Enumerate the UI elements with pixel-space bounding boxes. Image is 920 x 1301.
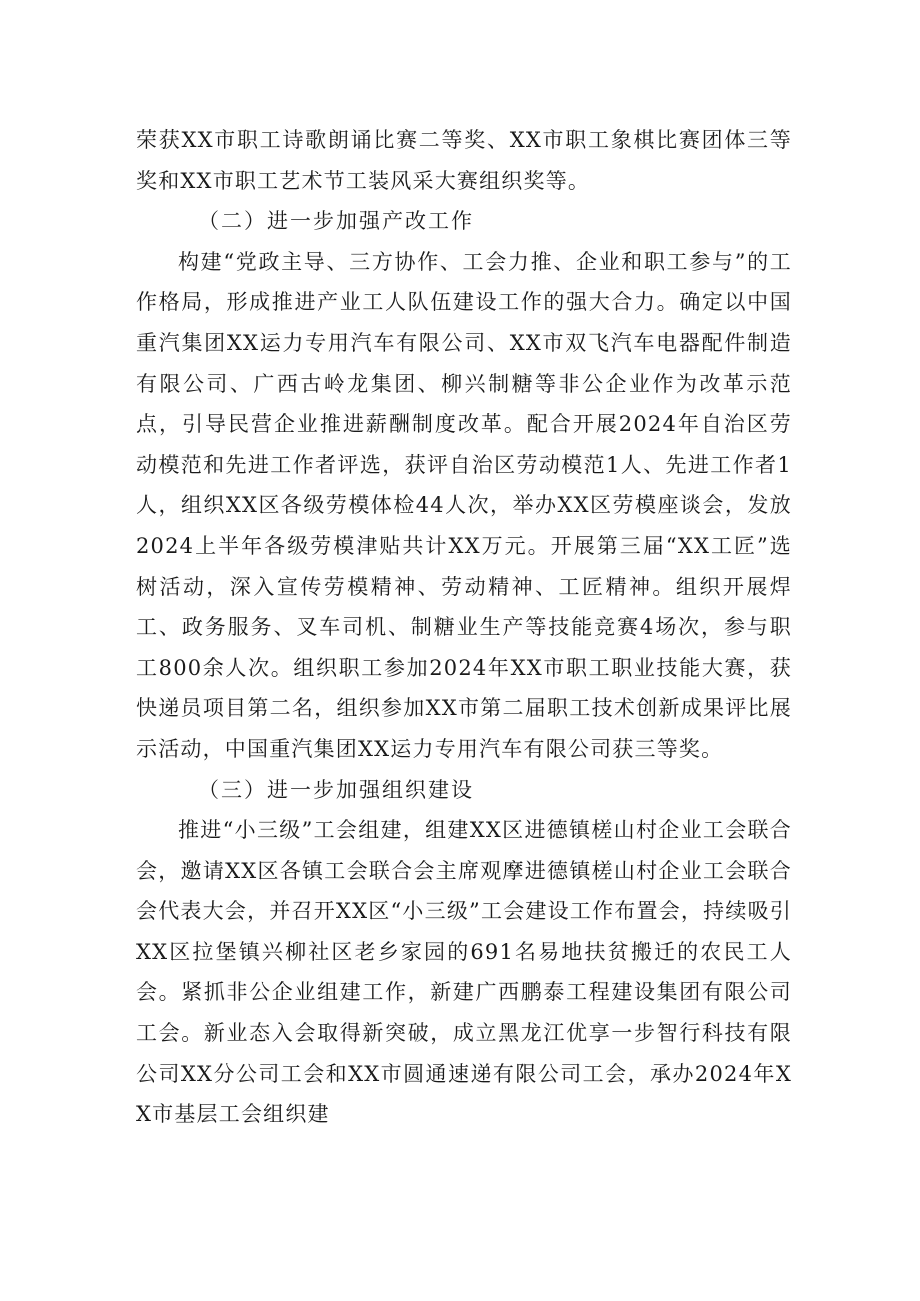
section-heading-organization-building: （三）进一步加强组织建设 (198, 777, 474, 802)
paragraph-industrial-reform: 构建“党政主导、三方协作、工会力推、企业和职工参与”的工作格局，形成推进产业工人队伍建设工作的强大合力。确定以中国重汽集团XX运力专用汽车有限公司、XX市双飞汽车电器配件制造有限公司、广西古岭龙集团、柳兴制糖等非公企业作为改革示范点，引导民营企业推进薪酬制度改革。配合开展2024年自治区劳动模范和先进工作者评选，获评自治区劳动模范1人、先进工作者1人，组织XX区各级劳模体检44人次，举办XX区劳模座谈会，发放2024上半年各级劳模津贴共计XX万元。开展第三届“XX工匠”选树活动，深入宣传劳模精神、劳动精神、工匠精神。组织开展焊工、政务服务、叉车司机、制糖业生产等技能竞赛4场次，参与职工800余人次。组织职工参加2024年XX市职工职业技能大赛，获快递员项目第二名，组织参加XX市第二届职工技术创新成果评比展示活动，中国重汽集团XX运力专用汽车有限公司获三等奖。 (136, 249, 792, 761)
paragraph-awards: 荣获XX市职工诗歌朗诵比赛二等奖、XX市职工象棋比赛团体三等奖和XX市职工艺术节工装风采大赛组织奖等。 (136, 128, 792, 193)
paragraph-organization-building: 推进“小三级”工会组建，组建XX区进德镇槎山村企业工会联合会，邀请XX区各镇工会联合会主席观摩进德镇槎山村企业工会联合会代表大会，并召开XX区“小三级”工会建设工作布置会，持续吸引XX区拉堡镇兴柳社区老乡家园的691名易地扶贫搬迁的农民工人会。紧抓非公企业组建工作，新建广西鹏泰工程建设集团有限公司工会。新业态入会取得新突破，成立黑龙江优享一步智行科技有限公司XX分公司工会和XX市圆通速递有限公司工会，承办2024年XX市基层工会组织建 (136, 818, 792, 1127)
section-heading-industrial-reform: （二）进一步加强产改工作 (198, 209, 474, 234)
document-page (136, 120, 792, 1135)
